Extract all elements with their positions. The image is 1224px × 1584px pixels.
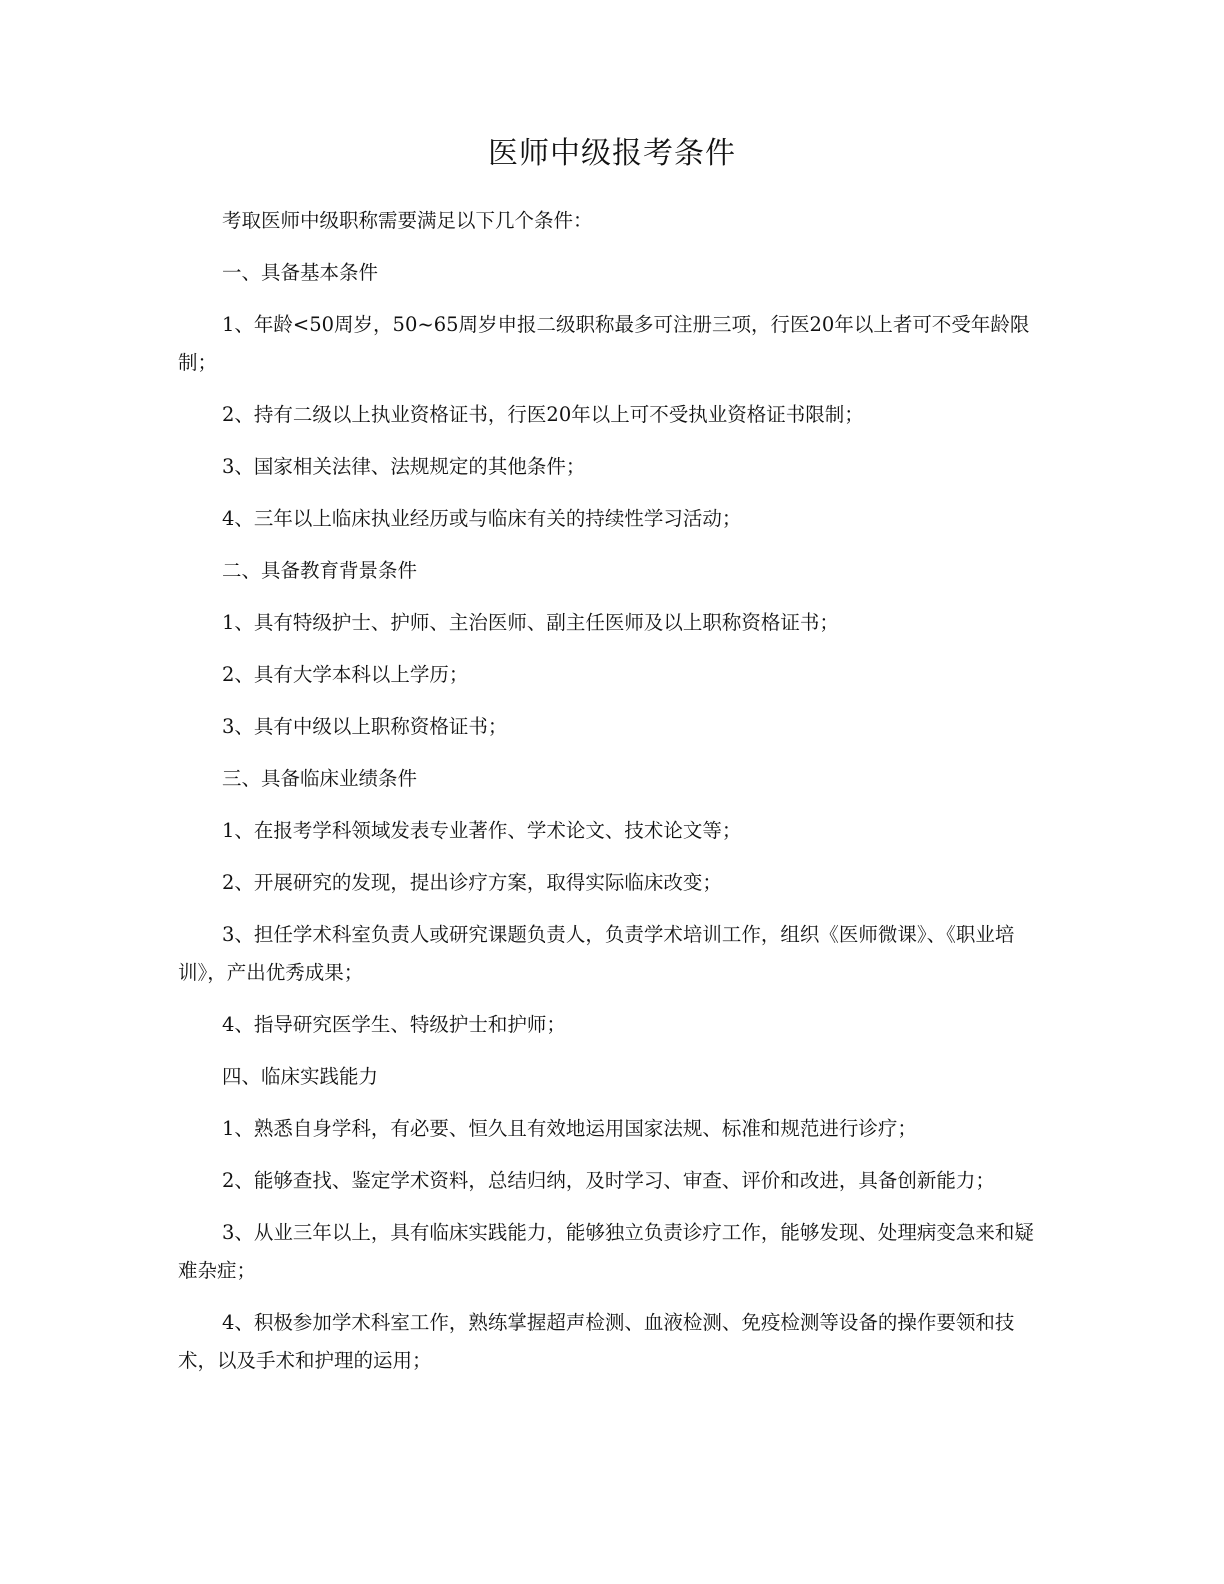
list-item: 1、年龄<50周岁，50~65周岁申报二级职称最多可注册三项，行医20年以上者可不受年龄限制； [178,313,1030,374]
list-item: 3、国家相关法律、法规规定的其他条件； [222,455,586,478]
document-title: 医师中级报考条件 [488,136,736,171]
list-item: 2、开展研究的发现，提出诊疗方案，取得实际临床改变； [222,871,722,894]
list-item: 4、三年以上临床执业经历或与临床有关的持续性学习活动； [222,507,742,530]
list-item: 1、熟悉自身学科，有必要、恒久且有效地运用国家法规、标准和规范进行诊疗； [222,1117,917,1140]
list-item: 2、具有大学本科以上学历； [222,663,469,686]
list-item: 2、能够查找、鉴定学术资料，总结归纳，及时学习、审查、评价和改进，具备创新能力； [222,1169,995,1192]
list-item: 1、在报考学科领域发表专业著作、学术论文、技术论文等； [222,819,742,842]
intro-paragraph: 考取医师中级职称需要满足以下几个条件： [222,209,593,232]
list-item: 3、具有中级以上职称资格证书； [222,715,508,738]
list-item: 3、从业三年以上，具有临床实践能力，能够独立负责诊疗工作，能够发现、处理病变急来和疑难杂症； [178,1221,1034,1282]
section-heading-performance: 三、具备临床业绩条件 [222,767,418,790]
list-item: 1、具有特级护士、护师、主治医师、副主任医师及以上职称资格证书； [222,611,839,634]
section-heading-basic: 一、具备基本条件 [222,261,379,284]
list-item: 3、担任学术科室负责人或研究课题负责人，负责学术培训工作，组织《医师微课》、《职业培训》，产出优秀成果； [178,923,1015,984]
section-heading-education: 二、具备教育背景条件 [222,559,418,582]
document-body [178,202,1048,1394]
list-item: 2、持有二级以上执业资格证书，行医20年以上可不受执业资格证书限制； [222,403,864,426]
list-item: 4、积极参加学术科室工作，熟练掌握超声检测、血液检测、免疫检测等设备的操作要领和技术，以及手术和护理的运用； [178,1311,1015,1372]
section-heading-practice: 四、临床实践能力 [222,1065,379,1088]
list-item: 4、指导研究医学生、特级护士和护师； [222,1013,566,1036]
